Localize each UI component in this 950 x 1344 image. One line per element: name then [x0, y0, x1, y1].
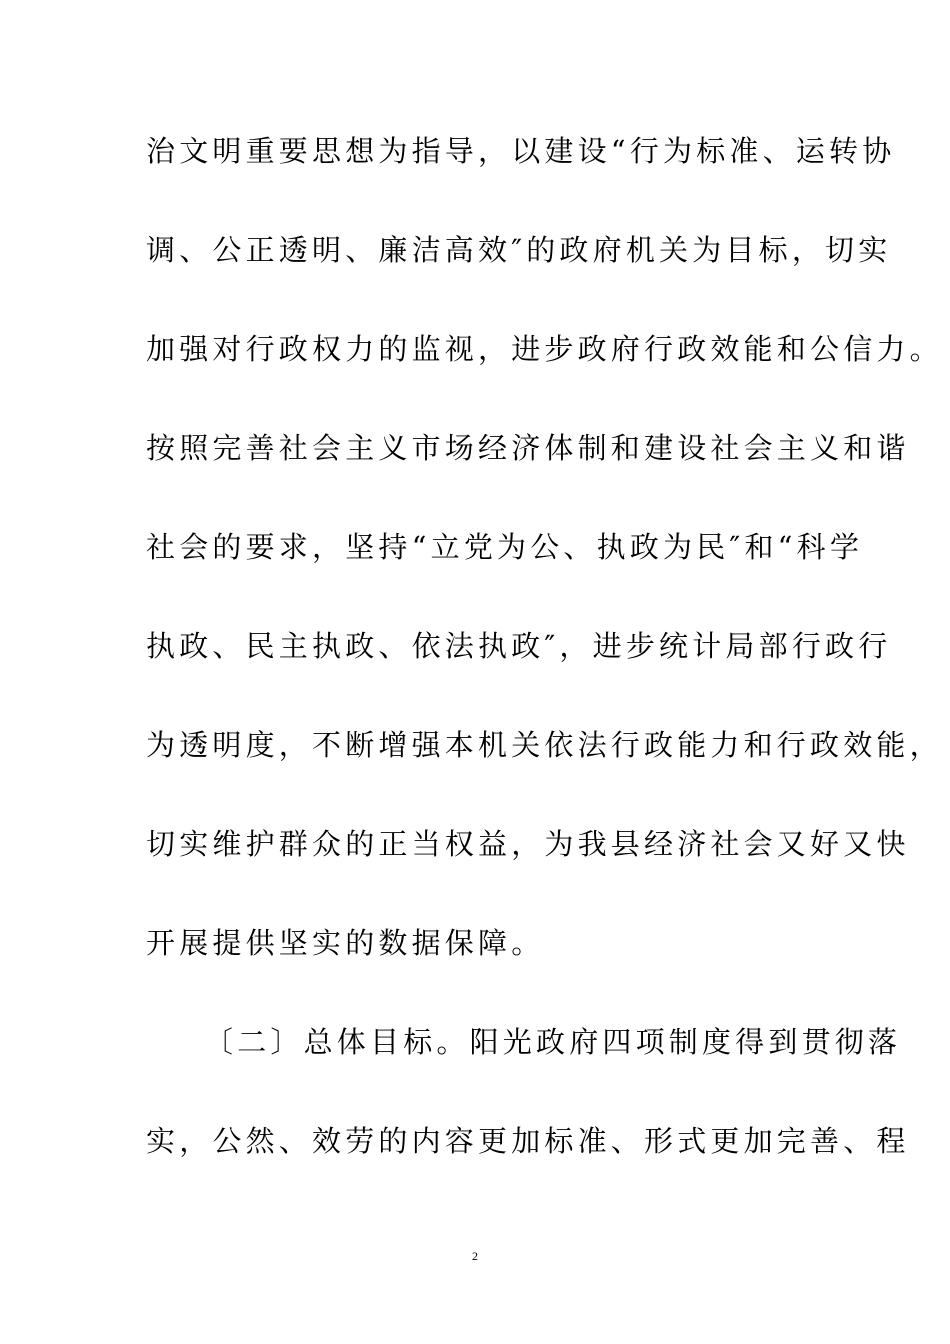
page-number: 2: [472, 1249, 478, 1263]
body-text-line-6: 执政、民主执政、依法执政″，进步统计局部行政行: [146, 629, 892, 663]
section-heading-line: 〔二〕总体目标。阳光政府四项制度得到贯彻落: [204, 1025, 902, 1059]
body-text-line-1: 治文明重要思想为指导，以建设“行为标准、运转协: [146, 134, 896, 168]
body-text-line-11: 实，公然、效劳的内容更加标准、形式更加完善、程: [146, 1124, 910, 1158]
body-text-line-3: 加强对行政权力的监视，进步政府行政效能和公信力。: [146, 332, 943, 366]
body-text-line-7: 为透明度，不断增强本机关依法行政能力和行政效能，: [146, 728, 943, 762]
body-text-line-9: 开展提供坚实的数据保障。: [146, 926, 545, 960]
body-text-line-8: 切实维护群众的正当权益，为我县经济社会又好又快: [146, 827, 910, 861]
body-text-line-4: 按照完善社会主义市场经济体制和建设社会主义和谐: [146, 431, 910, 465]
body-text-line-2: 调、公正透明、廉洁高效″的政府机关为目标，切实: [146, 233, 892, 267]
body-text-line-5: 社会的要求，坚持“立党为公、执政为民″和“科学: [146, 530, 864, 564]
